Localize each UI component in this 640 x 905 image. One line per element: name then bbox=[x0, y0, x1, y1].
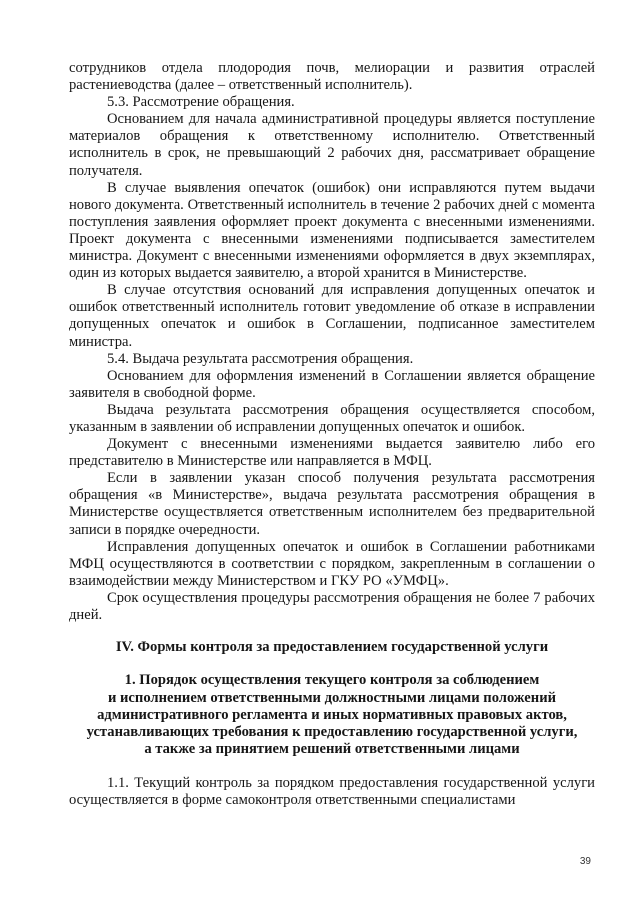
paragraph: Документ с внесенными изменениями выдается заявителю либо его представителю в Министерстве или направляется в МФЦ. bbox=[69, 436, 595, 470]
subsection-heading-line: а также за принятием решений ответственными лицами bbox=[144, 741, 520, 758]
subsection-heading-line: и исполнением ответственными должностными лицами положений bbox=[107, 689, 557, 706]
subsection-heading-line: устанавливающих требования к предоставлению государственной услуги, bbox=[86, 723, 578, 740]
paragraph: В случае отсутствия оснований для исправления допущенных опечаток и ошибок ответственный исполнитель готовит уведомление об отказе в исправлении допущенных опечаток и ошибок в Соглашении, подписанное заместителем министра. bbox=[69, 282, 595, 350]
subsection-heading-line: административного регламента и иных нормативных правовых актов, bbox=[97, 706, 567, 723]
paragraph: Исправления допущенных опечаток и ошибок в Соглашении работниками МФЦ осуществляются в соответствии с порядком, закрепленным в соглашении о взаимодействии между Министерством и ГКУ РО «УМФЦ». bbox=[69, 538, 595, 589]
paragraph: Основанием для оформления изменений в Соглашении является обращение заявителя в свободной форме. bbox=[69, 367, 595, 401]
paragraph: сотрудников отдела плодородия почв, мелиорации и развития отраслей растениеводства (далее – ответственный исполнитель). bbox=[69, 60, 595, 94]
paragraph: В случае выявления опечаток (ошибок) они исправляются путем выдачи нового документа. Ответственный исполнитель в течение 2 рабочих дней с момента поступления заявления оформляет проект документа с внесенными изменениями. Проект документа с внесенными изменениями подписывается заместителем министра. Документ с внесенными изменениями оформляется в двух экземплярах, один из которых выдается заявителю, а второй хранится в Министерстве. bbox=[69, 179, 595, 282]
paragraph: Выдача результата рассмотрения обращения осуществляется способом, указанным в заявлении об исправлении допущенных опечаток и ошибок. bbox=[69, 401, 595, 435]
paragraph: 5.3. Рассмотрение обращения. bbox=[107, 94, 295, 111]
subsection-heading bbox=[69, 672, 595, 758]
body-text bbox=[69, 60, 595, 624]
paragraph: 1.1. Текущий контроль за порядком предоставления государственной услуги осуществляется в форме самоконтроля ответственными специалистами bbox=[69, 775, 595, 809]
paragraph: 5.4. Выдача результата рассмотрения обращения. bbox=[107, 350, 414, 367]
paragraph: Если в заявлении указан способ получения результата рассмотрения обращения «в Министерстве», выдача результата рассмотрения обращения в Министерстве осуществляется ответственным исполнителем без предварительной записи в порядке очередности. bbox=[69, 470, 595, 538]
page-number: 39 bbox=[579, 856, 591, 867]
section-heading: IV. Формы контроля за предоставлением государственной услуги bbox=[115, 639, 549, 656]
paragraph: Срок осуществления процедуры рассмотрения обращения не более 7 рабочих дней. bbox=[69, 589, 595, 623]
subsection-heading-line: 1. Порядок осуществления текущего контроля за соблюдением bbox=[124, 672, 540, 689]
document-page bbox=[69, 60, 595, 810]
paragraph: Основанием для начала административной процедуры является поступление материалов обращения к ответственному исполнителю. Ответственный исполнитель в срок, не превышающий 2 рабочих дня, рассматривает обращение получателя. bbox=[69, 111, 595, 179]
